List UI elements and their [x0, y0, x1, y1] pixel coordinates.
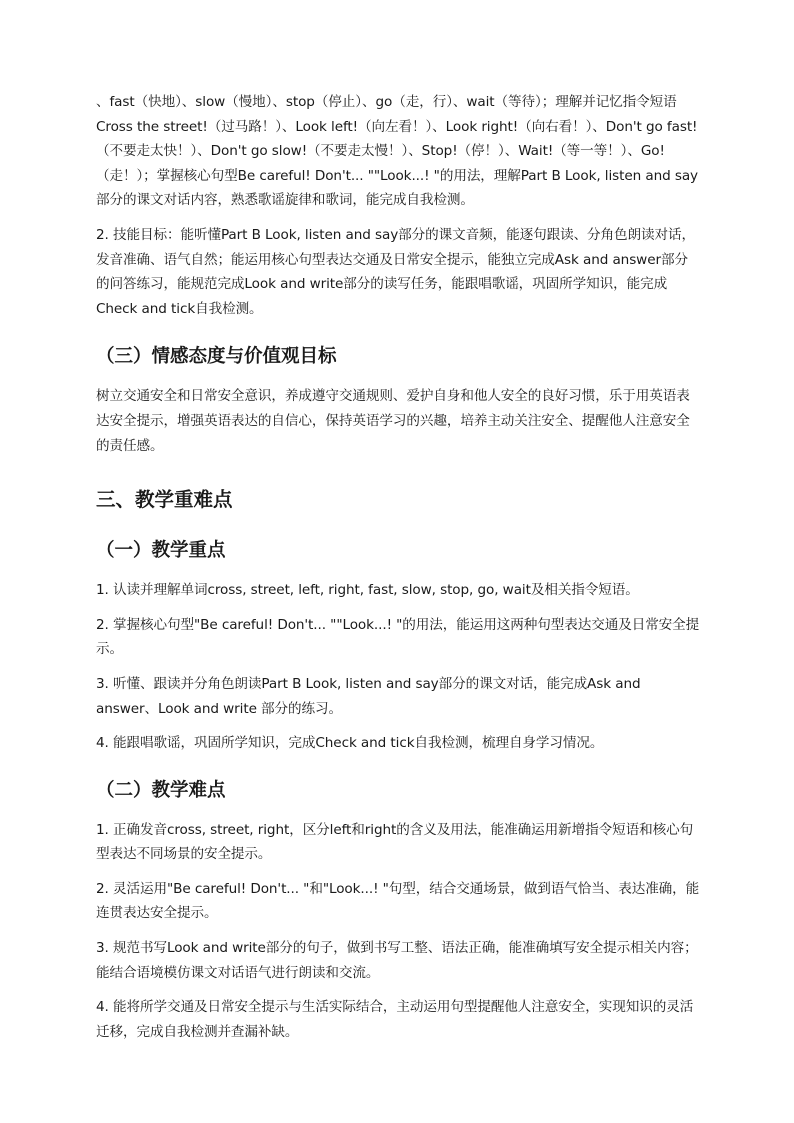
key-difficult-points-heading: 三、教学重难点 — [96, 488, 233, 512]
document-page — [96, 90, 700, 1054]
difficult-points-heading: （二）教学难点 — [96, 779, 226, 801]
emotion-goal-heading: （三）情感态度与价值观目标 — [96, 346, 337, 368]
knowledge-goal-continuation: 、fast（快地）、slow（慢地）、stop（停止）、go（走，行）、wait（等待）；理解并记忆指令短语Cross the street!（过马路！）、Look left!（向左看！）、Look right!（向右看！）、Don't go fast!（不要走太快！）、Don't go slow!（不要走太慢！）、Stop!（停！）、Wait!（等一等！）、Go!（走！）；掌握核心句型Be careful! Don't... ""Look...! "的用法，理解Part B Look, listen and say部分的课文对话内容，熟悉歌谣旋律和歌词，能完成自我检测。 — [96, 94, 698, 209]
difficult-point-item: 4. 能将所学交通及日常安全提示与生活实际结合，主动运用句型提醒他人注意安全，实现知识的灵活迁移，完成自我检测并查漏补缺。 — [96, 999, 694, 1040]
skill-goal-paragraph: 2. 技能目标：能听懂Part B Look, listen and say部分的课文音频，能逐句跟读、分角色朗读对话，发音准确、语气自然；能运用核心句型表达交通及日常安全提示，能独立完成Ask and answer部分的问答练习，能规范完成Look and write部分的读写任务，能跟唱歌谣，巩固所学知识，能完成Check and tick自我检测。 — [96, 226, 696, 317]
key-points-heading: （一）教学重点 — [96, 540, 226, 562]
difficult-point-item: 3. 规范书写Look and write部分的句子，做到书写工整、语法正确，能准确填写安全提示相关内容；能结合语境模仿课文对话语气进行朗读和交流。 — [96, 940, 698, 981]
key-point-item: 2. 掌握核心句型"Be careful! Don't... ""Look...! "的用法，能运用这两种句型表达交通及日常安全提示。 — [96, 616, 700, 658]
difficult-point-item: 1. 正确发音cross, street, right，区分left和right的含义及用法，能准确运用新增指令短语和核心句型表达不同场景的安全提示。 — [96, 821, 694, 863]
key-point-item: 4. 能跟唱歌谣，巩固所学知识，完成Check and tick自我检测，梳理自身学习情况。 — [96, 735, 604, 752]
difficult-point-item: 2. 灵活运用"Be careful! Don't... "和"Look...! "句型，结合交通场景，做到语气恰当、表达准确，能连贯表达安全提示。 — [96, 880, 700, 922]
key-point-item: 1. 认读并理解单词cross, street, left, right, fast, slow, stop, go, wait及相关指令短语。 — [96, 582, 639, 599]
key-point-item: 3. 听懂、跟读并分角色朗读Part B Look, listen and say部分的课文对话，能完成Ask and answer、Look and write 部分的练习。 — [96, 675, 641, 717]
emotion-goal-paragraph: 树立交通安全和日常安全意识，养成遵守交通规则、爱护自身和他人安全的良好习惯，乐于用英语表达安全提示，增强英语表达的自信心，保持英语学习的兴趣，培养主动关注安全、提醒他人注意安全的责任感。 — [96, 388, 690, 454]
